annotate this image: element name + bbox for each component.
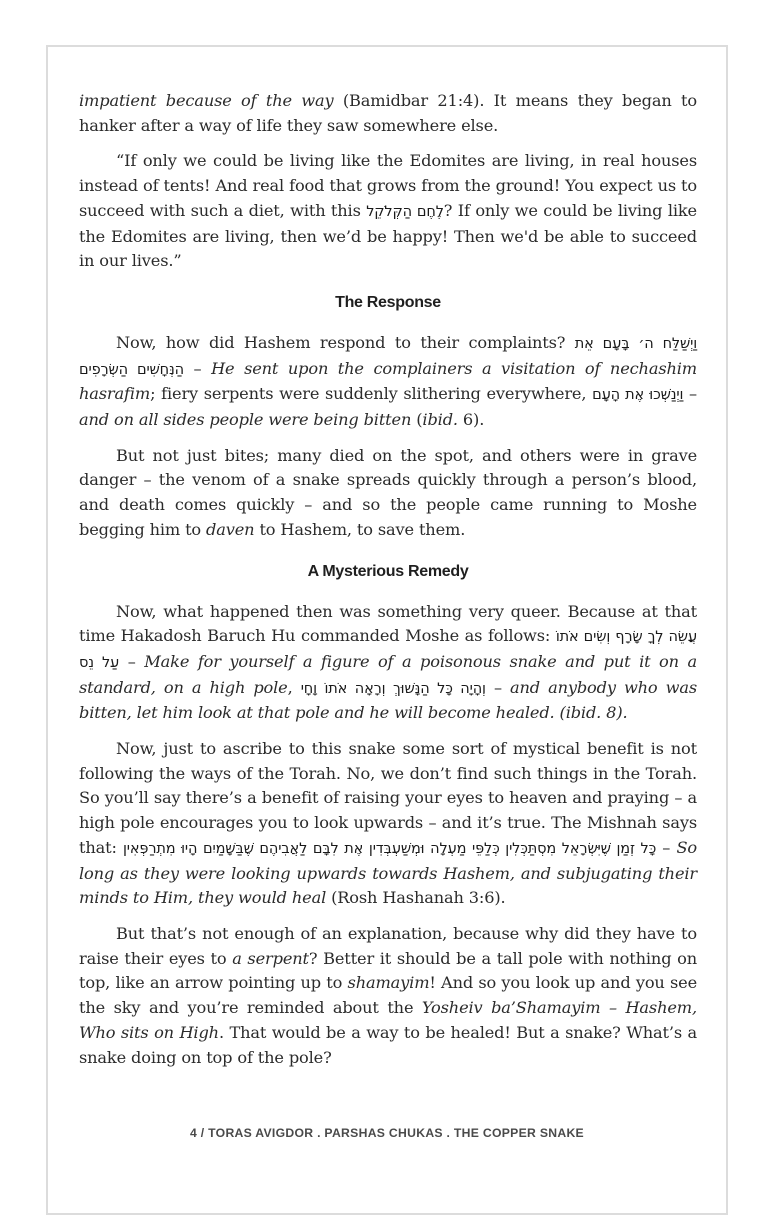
text-span: –: [485, 677, 510, 697]
hebrew-phrase: לֶחֶם הַקְּלֹקֵל: [366, 203, 444, 220]
text-span: ? Better it should be a tall pole with nothing on top, like an arrow pointing up to: [79, 948, 697, 993]
section-heading-response: The Response: [335, 293, 441, 311]
paragraph-4: [79, 444, 697, 543]
text-span: Now, how did Hashem respond to their complaints?: [116, 332, 575, 352]
paragraph-7: [79, 922, 697, 1070]
paragraph-2: [79, 149, 697, 274]
text-span: “If only we could be living like the Edomites are living, in real houses instead of tents! And real food that grows from the ground! You expect us to succeed with such a diet, with this: [79, 151, 697, 220]
italic-term: shamayim: [347, 973, 430, 993]
text-span: Now, what happened then was something very queer. Because at that time Hakadosh Baruch Hu commanded Moshe as follows:: [79, 601, 697, 646]
text-span: –: [183, 358, 212, 378]
text-span: –: [119, 651, 145, 671]
hebrew-verse: וַיְשַׁלַּח ה׳ בָּעָם אֵת הַנְּחָשִׁים הַשְּׂרָפִים: [79, 335, 697, 378]
hebrew-verse: עֲשֵׂה לְךָ שָׂרָף וְשִׂים אֹתוֹ עַל נֵס: [79, 629, 697, 671]
text-span: ! And so you look up and you see the sky and you’re reminded about the: [79, 973, 698, 1018]
italic-term: Yosheiv ba’Shamayim – Hashem, Who sits on High: [79, 998, 697, 1042]
paragraph-6: [79, 737, 697, 911]
text-span: –: [656, 837, 677, 857]
italic-translation: and anybody who was bitten, let him look at that pole and he will become healed. (ibid. 8).: [79, 677, 697, 723]
section-heading-remedy: A Mysterious Remedy: [307, 562, 469, 580]
italic-quote: impatient because of the way: [79, 91, 334, 110]
text-span: But that’s not enough of an explanation, because why did they have to raise their eyes to: [79, 923, 697, 968]
text-span: (Bamidbar 21:4). It means they began to hanker after a way of life they saw somewhere else.: [79, 91, 697, 135]
italic-term: a serpent: [232, 948, 309, 968]
italic-translation: He sent upon the complainers a visitation of nechashim hasrafim: [79, 358, 697, 404]
hebrew-mishnah: כָּל זְמַן שֶׁיִּשְׂרָאֵל מִסְתַּכְּלִין כְּלַפֵּי מַעְלָה וּמְשַׁעְבְּדִין אֶת לִבָּם לַאֲבִיהֶם שֶׁבַּשָּׁמַיִם הָיוּ מִתְרַפְּאִין: [123, 840, 657, 857]
paragraph-1: [79, 89, 697, 138]
italic-term: daven: [206, 519, 255, 539]
text-span: 6).: [457, 410, 485, 430]
hebrew-verse: וַיְנַשְּׁכוּ אֶת הָעָם: [592, 387, 684, 404]
text-span: to Hashem, to save them.: [254, 519, 466, 539]
hebrew-verse: וְהָיָה כָּל הַנָּשׁוּךְ וְרָאָה אֹתוֹ וָחָי: [300, 680, 486, 697]
text-span: ; fiery serpents were suddenly slithering everywhere,: [150, 384, 593, 404]
text-span: Now, just to ascribe to this snake some sort of mystical benefit is not following the ways of the Torah. No, we don’t find such things in the Torah. So you’ll say there’s a benefit of raising your eyes to heaven and praying – a high pole encourages you to look upwards – and it’s true. The Mishnah says that:: [79, 739, 697, 857]
italic-translation: So long as they were looking upwards towards Hashem, and subjugating their minds to Him, they would heal: [79, 837, 697, 908]
text-span: (Rosh Hashanah 3:6).: [326, 888, 506, 908]
text-span: . That would be a way to be healed! But a snake? What’s a snake doing on top of the pole?: [79, 1022, 697, 1067]
paragraph-5: [79, 600, 697, 727]
italic-translation: and on all sides people were being bitten: [79, 410, 412, 430]
italic-translation: Make for yourself a figure of a poisonous snake and put it on a standard, on a high pole: [79, 651, 698, 697]
italic-citation: ibid.: [422, 410, 458, 430]
page-footer: 4 / TORAS AVIGDOR . PARSHAS CHUKAS . THE COPPER SNAKE: [190, 1126, 584, 1140]
paragraph-3: [79, 331, 697, 433]
page-body: [79, 89, 697, 1081]
text-span: –: [683, 384, 697, 404]
text-span: (: [411, 410, 423, 430]
text-span: ? If only we could be living like the Edomites are living, then we’d be happy! Then we'd be able to succeed in our lives.”: [79, 200, 697, 271]
text-span: But not just bites; many died on the spot, and others were in grave danger – the venom of a snake spreads quickly through a person’s blood, and death comes quickly – and so the people came running to Moshe begging him to: [79, 445, 697, 539]
text-span: ,: [287, 677, 301, 697]
